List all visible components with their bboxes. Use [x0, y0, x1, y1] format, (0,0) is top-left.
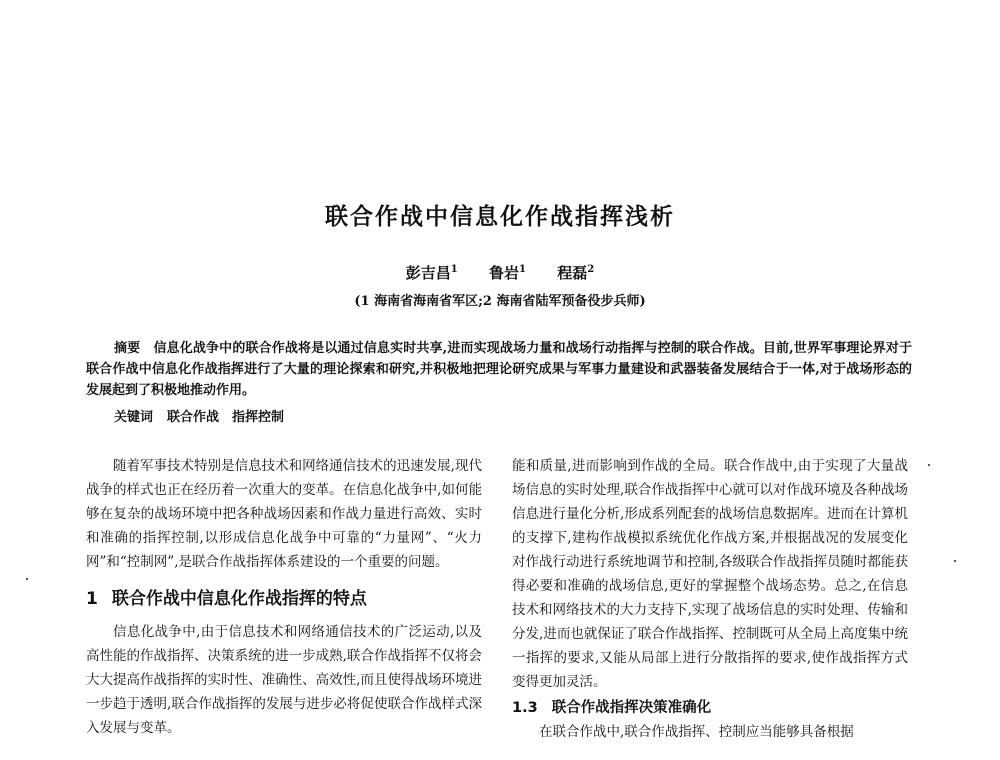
author-affil-mark: 1 — [519, 264, 526, 275]
paper-title: 联合作战中信息化作战指挥浅析 — [325, 204, 675, 230]
subsection-heading — [512, 696, 908, 720]
scan-speck — [928, 464, 930, 466]
subsection-title: 联合作战指挥决策准确化 — [551, 700, 712, 716]
section-heading — [86, 586, 482, 612]
body-column-left — [86, 454, 482, 740]
scan-speck — [26, 578, 28, 580]
body-paragraph: 能和质量,进而影响到作战的全局。联合作战中,由于实现了大量战场信息的实时处理,联合作战指挥中心就可以对作战环境及各种战场信息进行量化分析,形成系列配套的战场信息数据库。进而在计算机的支撑下,建构作战模拟系统优化作战方案,并根据战况的发展变化对作战行动进行系统地调节和控制,各级联合作战指挥员随时都能获得必要和准确的战场信息,更好的掌握整个战场态势。总之,在信息技术和网络技术的大力支持下,实现了战场信息的实时处理、传输和分发,进而也就保证了联合作战指挥、控制既可从全局上高度集中统一指挥的要求,又能从局部上进行分散指挥的要求,使作战指挥方式变得更加灵活。 — [512, 458, 908, 690]
body-paragraph: 在联合作战中,联合作战指挥、控制应当能够具备根据 — [539, 724, 854, 740]
section-title: 联合作战中信息化作战指挥的特点 — [111, 589, 367, 609]
author-name: 彭吉昌 — [405, 264, 451, 282]
affiliation: (1 海南省海南省军区;2 海南省陆军预备役步兵师) — [354, 294, 646, 309]
scan-speck — [954, 560, 956, 562]
author-name: 鲁岩 — [489, 264, 520, 282]
abstract-label: 摘要 — [114, 341, 141, 356]
body-paragraph: 信息化战争中,由于信息技术和网络通信技术的广泛运动,以及高性能的作战指挥、决策系统的进一步成熟,联合作战指挥不仅将会大大提高作战指挥的实时性、准确性、高效性,而且使得战场环境进一步趋于透明,联合作战指挥的发展与进步必将促使联合作战样式深入发展与变革。 — [86, 624, 482, 736]
body-paragraph: 随着军事技术特别是信息技术和网络通信技术的迅速发展,现代战争的样式也正在经历着一次重大的变革。在信息化战争中,如何能够在复杂的战场环境中把各种战场因素和作战力量进行高效、实时和准确的指挥控制,以形成信息化战争中可靠的“力量网”、“火力网”和“控制网”,是联合作战指挥体系建设的一个重要的问题。 — [86, 458, 482, 570]
author-list — [0, 262, 1000, 283]
abstract-text: 信息化战争中的联合作战将是以通过信息实时共享,进而实现战场力量和战场行动指挥与控制的联合作战。目前,世界军事理论界对于联合作战中信息化作战指挥进行了大量的理论探索和研究,并积极地把理论研究成果与军事力量建设和武器装备发展结合于一体,对于战场形态的发展起到了积极地推动作用。 — [86, 341, 912, 398]
author-affil-mark: 1 — [450, 264, 458, 275]
author-affil-mark: 2 — [587, 264, 595, 275]
subsection-number: 1.3 — [512, 700, 538, 716]
author-name: 程磊 — [557, 264, 588, 282]
body-column-right — [512, 454, 908, 744]
abstract — [86, 338, 912, 401]
keywords-label: 关键词 — [114, 410, 154, 425]
keywords — [114, 406, 814, 425]
section-number: 1 — [86, 589, 98, 609]
keywords-text: 联合作战 指挥控制 — [167, 410, 285, 425]
